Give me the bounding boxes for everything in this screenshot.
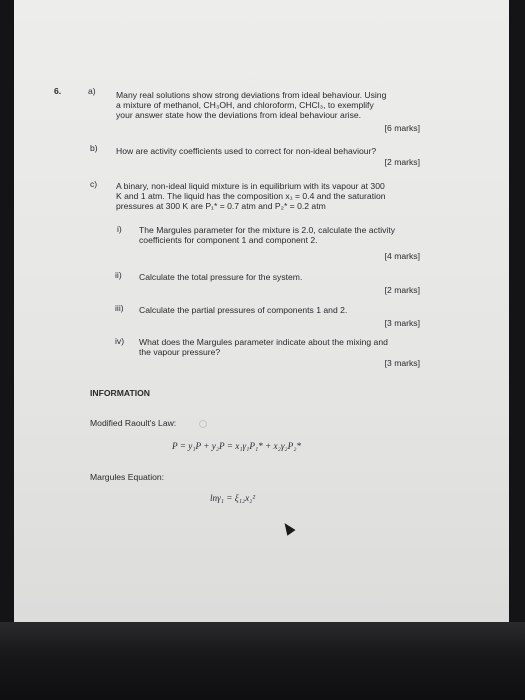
- question-number: 6.: [54, 86, 62, 96]
- part-ciii-label: iii): [115, 303, 124, 313]
- screen-bezel: [0, 622, 525, 700]
- part-cii-marks: [2 marks]: [384, 285, 420, 295]
- part-a-line2: a mixture of methanol, CH₃OH, and chloroform, CHCl₃, to exemplify: [116, 100, 374, 110]
- part-ci-label: i): [117, 224, 122, 234]
- part-cii-line1: Calculate the total pressure for the system.: [139, 272, 303, 282]
- part-c-line2: K and 1 atm. The liquid has the composition x₁ = 0.4 and the saturation: [116, 191, 386, 201]
- part-cii-label: ii): [115, 270, 122, 280]
- raoult-law-equation: P = y₁P + y₂P = x₁γ₁P₁* + x₂γ₂P₂*: [172, 441, 302, 451]
- part-c-line1: A binary, non-ideal liquid mixture is in equilibrium with its vapour at 300: [116, 181, 385, 191]
- part-b-line1: How are activity coefficients used to correct for non-ideal behaviour?: [116, 146, 377, 156]
- part-a-label: a): [88, 86, 96, 96]
- part-civ-marks: [3 marks]: [384, 358, 420, 368]
- part-a-marks: [6 marks]: [384, 123, 420, 133]
- part-ciii-marks: [3 marks]: [384, 318, 420, 328]
- part-a-line1: Many real solutions show strong deviations from ideal behaviour. Using: [116, 90, 387, 100]
- margules-equation-label: Margules Equation:: [90, 472, 165, 482]
- part-b-marks: [2 marks]: [384, 157, 420, 167]
- part-ci-line2: coefficients for component 1 and component 2.: [139, 235, 318, 245]
- part-a-line3: your answer state how the deviations from ideal behaviour arise.: [116, 110, 362, 120]
- part-ci-marks: [4 marks]: [384, 251, 420, 261]
- part-c-line3: pressures at 300 K are P₁* = 0.7 atm and P₂* = 0.2 atm: [116, 201, 326, 211]
- part-c-label: c): [90, 179, 98, 189]
- raoult-law-label: Modified Raoult's Law:: [90, 418, 177, 428]
- stray-mark: [199, 420, 207, 428]
- margules-equation: lnγ₁ = ξ₁₂x₂²: [210, 493, 256, 503]
- part-civ-line1: What does the Margules parameter indicate about the mixing and: [139, 337, 388, 347]
- information-heading: INFORMATION: [90, 388, 150, 398]
- part-ci-line1: The Margules parameter for the mixture is 2.0, calculate the activity: [139, 225, 396, 235]
- part-civ-line2: the vapour pressure?: [139, 347, 221, 357]
- part-b-label: b): [90, 143, 98, 153]
- part-ciii-line1: Calculate the partial pressures of components 1 and 2.: [139, 305, 348, 315]
- part-civ-label: iv): [115, 336, 125, 346]
